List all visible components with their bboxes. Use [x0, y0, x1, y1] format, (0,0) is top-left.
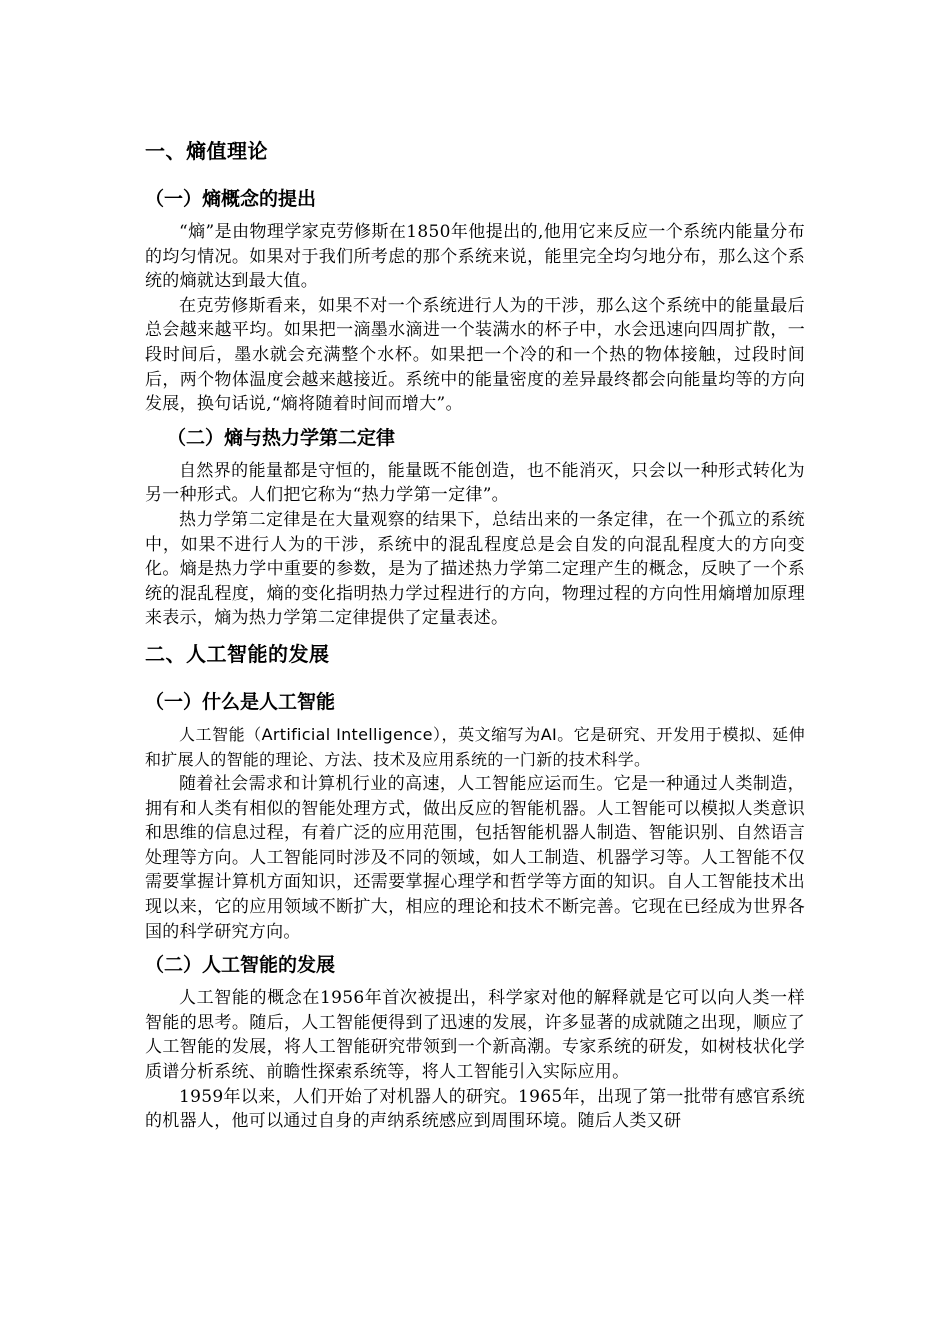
section-title-entropy-theory: 一、熵值理论 — [145, 139, 268, 163]
paragraph: 人工智能的概念在1956年首次被提出，科学家对他的解释就是它可以向人类一样智能的思考。随后，人工智能便得到了迅速的发展，许多显著的成就随之出现，顺应了人工智能的发展，将人工智能研究带领到一个新高潮。专家系统的研发，如树枝状化学质谱分析系统、前瞻性探索系统等，将人工智能引入实际应用。 — [145, 988, 805, 1083]
subsection-title-what-is-ai: （一）什么是人工智能 — [145, 690, 336, 713]
paragraph: 热力学第二定律是在大量观察的结果下，总结出来的一条定律，在一个孤立的系统中，如果不进行人为的干涉，系统中的混乱程度总是会自发的向混乱程度大的方向变化。熵是热力学中重要的参数，是为了描述热力学第二定理产生的概念，反映了一个系统的混乱程度，熵的变化指明热力学过程进行的方向，物理过程的方向性用熵增加原理来表示，熵为热力学第二定律提供了定量表述。 — [145, 509, 805, 629]
paragraph: 在克劳修斯看来，如果不对一个系统进行人为的干涉，那么这个系统中的能量最后总会越来越平均。如果把一滴墨水滴进一个装满水的杯子中，水会迅速向四周扩散，一段时间后，墨水就会充满整个水杯。如果把一个冷的和一个热的物体接触，过段时间后，两个物体温度会越来越接近。系统中的能量密度的差异最终都会向能量均等的方向发展，换句话说,“熵将随着时间而增大”。 — [145, 295, 805, 415]
paragraph: 1959年以来，人们开始了对机器人的研究。1965年，出现了第一批带有感官系统的机器人，他可以通过自身的声纳系统感应到周围环境。随后人类又研 — [145, 1086, 805, 1132]
paragraph: 随着社会需求和计算机行业的高速，人工智能应运而生。它是一种通过人类制造，拥有和人类有相似的智能处理方式，做出反应的智能机器。人工智能可以模拟人类意识和思维的信息过程，有着广泛的应用范围，包括智能机器人制造、智能识别、自然语言处理等方向。人工智能同时涉及不同的领域，如人工制造、机器学习等。人工智能不仅需要掌握计算机方面知识，还需要掌握心理学和哲学等方面的知识。自人工智能技术出现以来，它的应用领域不断扩大，相应的理论和技术不断完善。它现在已经成为世界各国的科学研究方向。 — [145, 774, 805, 942]
paragraph: 自然界的能量都是守恒的，能量既不能创造，也不能消灭，只会以一种形式转化为另一种形式。人们把它称为“热力学第一定律”。 — [145, 460, 805, 506]
paragraph: “熵”是由物理学家克劳修斯在1850年他提出的,他用它来反应一个系统内能量分布的均匀情况。如果对于我们所考虑的那个系统来说，能里完全均匀地分布，那么这个系统的熵就达到最大值。 — [145, 222, 805, 292]
section-title-ai-development: 二、人工智能的发展 — [145, 641, 330, 666]
subsection-title-entropy-concept: （一）熵概念的提出 — [145, 188, 317, 210]
document-page — [145, 134, 805, 1134]
subsection-title-ai-history: （二）人工智能的发展 — [145, 954, 336, 977]
subsection-title-entropy-thermodynamics: （二）熵与热力学第二定律 — [167, 426, 396, 449]
paragraph: 人工智能（Artificial Intelligence），英文缩写为AI。它是研究、开发用于模拟、延伸和扩展人的智能的理论、方法、技术及应用系统的一门新的技术科学。 — [145, 724, 805, 769]
